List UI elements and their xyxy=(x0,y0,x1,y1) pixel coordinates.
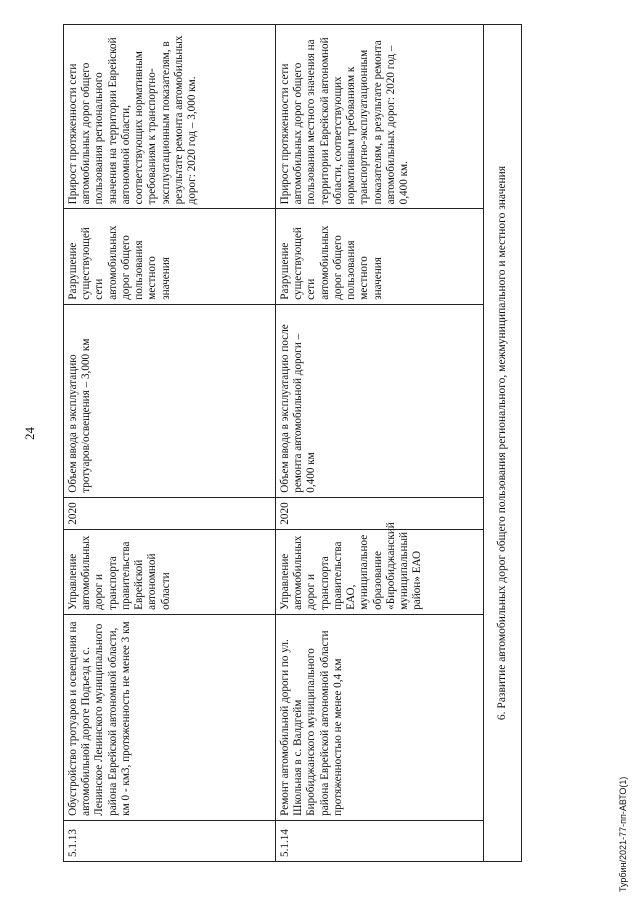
expected-result: Прирост протяженности сети автомобильных дорог общего пользования регионального значения на территории Еврейской автономной области, соответствующих нормативным требованиям к транспортно-эксплуатационным показателям, в результате ремонта автомобильных дорог: 2020 год – 3,000 км. xyxy=(64,25,276,209)
section-header-row xyxy=(484,25,522,862)
volume-indicator: Объем ввода в эксплуатацию после ремонта автомобильной дороги – 0,400 км xyxy=(276,304,484,497)
responsible-executor: Управление автомобильных дорог и транспорта правительства Еврейской автономной области xyxy=(64,530,276,615)
row-number: 5.1.14 xyxy=(276,820,484,861)
table-row xyxy=(276,25,484,862)
footer-code: Турбин/2021-77-пп-АВТО(1) xyxy=(618,776,628,892)
expected-result: Прирост протяженности сети автомобильных дорог общего пользования местного значения на территории Еврейской автономной области, соответствующих нормативным требованиям к транспортно-эксплуатационным показателям, в результате ремонта автомобильных дорог: 2020 год – 0,400 км. xyxy=(276,25,484,209)
implementation-year: 2020 xyxy=(276,497,484,530)
page-number: 24 xyxy=(22,427,37,440)
risk-description: Разрушение существующей сети автомобильных дорог общего пользования местного значения xyxy=(64,209,276,304)
measure-name: Ремонт автомобильной дороги по ул. Школьная в с. Валдгейм Биробиджанского муниципального района Еврейской автономной области протяженностью не менее 0,4 км xyxy=(276,614,484,820)
responsible-executor: Управление автомобильных дорог и транспорта правительства ЕАО, муниципальное образование «Биробиджанский муниципальный район» ЕАО xyxy=(276,530,484,615)
volume-indicator: Объем ввода в эксплуатацию тротуаров/освещения – 3,000 км xyxy=(64,304,276,497)
table-row xyxy=(64,25,276,862)
measure-name: Обустройство тротуаров и освещения на автомобильной дороге Подъезд к с. Ленинское Ленинского муниципального района Еврейской автономной области, км 0 - км3, протяженность не менее 3 км xyxy=(64,614,276,820)
implementation-year: 2020 xyxy=(64,497,276,530)
rotated-table-container xyxy=(63,24,521,862)
risk-description: Разрушение существующей сети автомобильных дорог общего пользования местного значения xyxy=(276,209,484,304)
program-table xyxy=(63,24,522,862)
row-number: 5.1.13 xyxy=(64,820,276,861)
section-title: 6. Развитие автомобильных дорог общего пользования регионального, межмуниципального и местного значения xyxy=(484,25,522,862)
